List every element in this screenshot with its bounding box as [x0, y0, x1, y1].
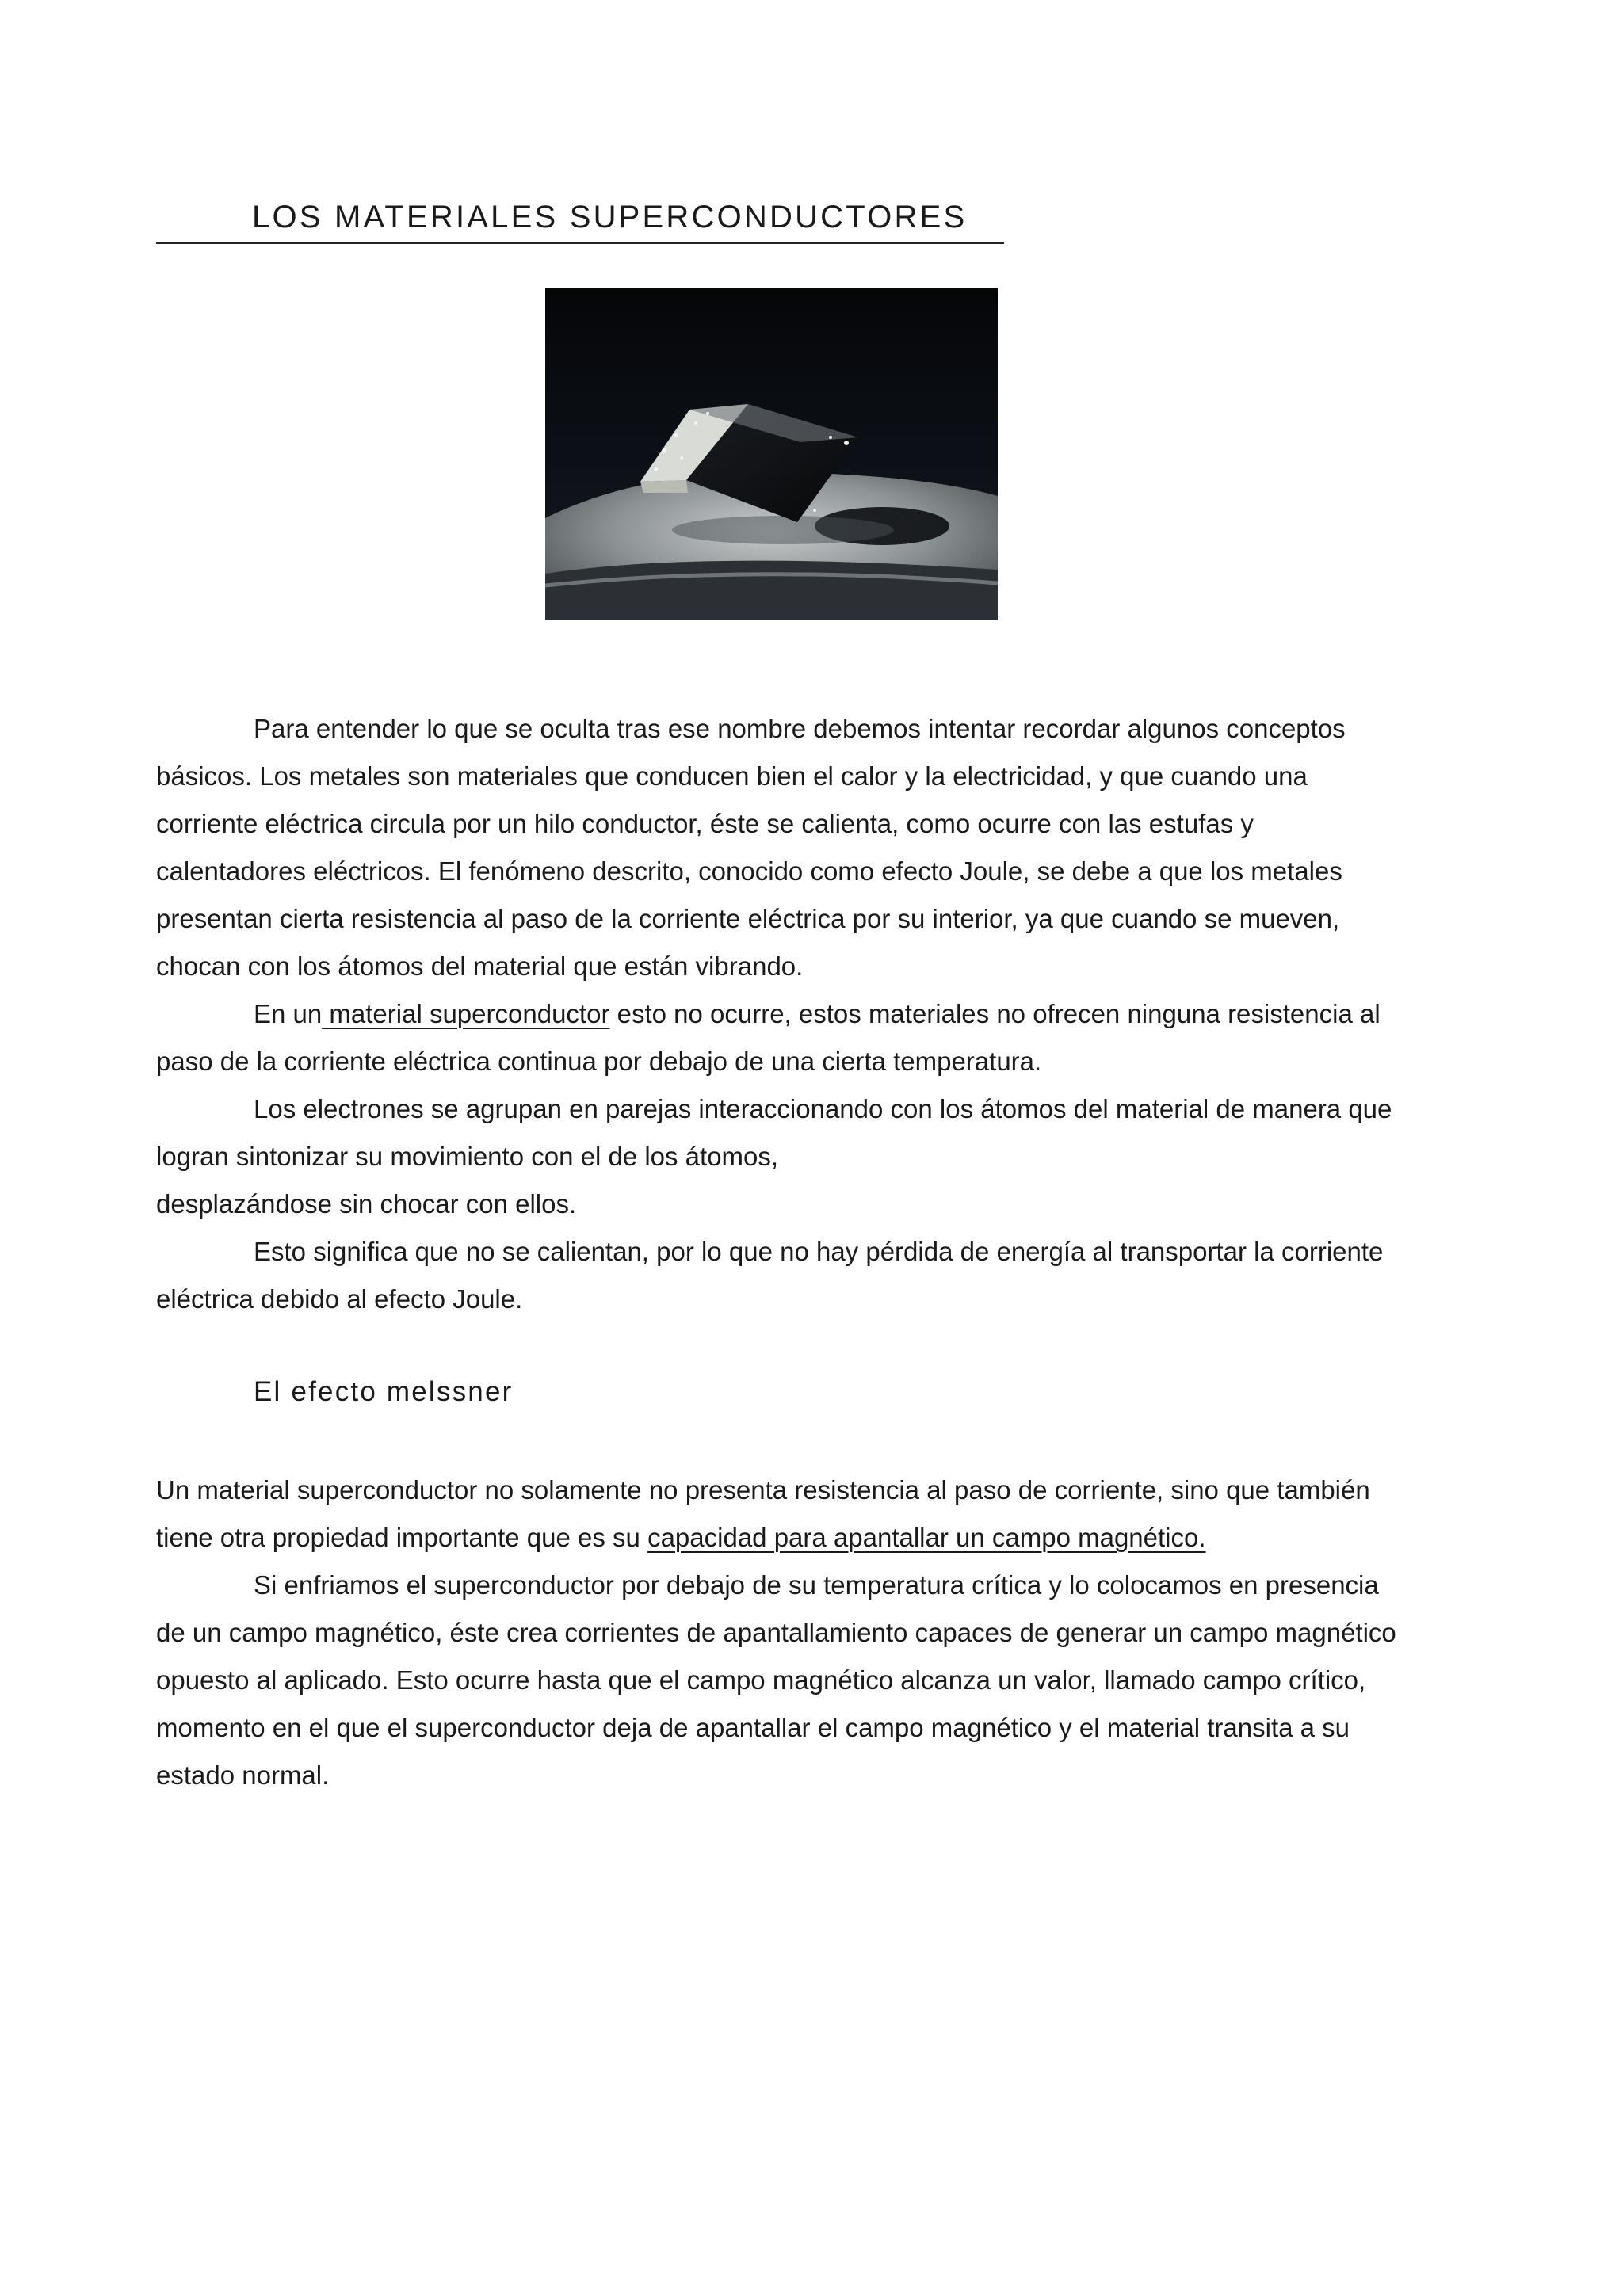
intro-line: Para entender lo que se oculta tras ese nombre debemos intentar recordar algunos conceptos — [254, 714, 1346, 743]
meissner-line: opuesto al aplicado. Esto ocurre hasta que el campo magnético alcanza un valor, llamado campo crítico, — [156, 1665, 1366, 1695]
paragraph-text: tiene otra propiedad importante que es su — [156, 1523, 648, 1552]
paragraph-text: esto no ocurre, estos materiales no ofrecen ninguna resistencia al — [609, 999, 1381, 1028]
energy-line: eléctrica debido al efecto Joule. — [156, 1284, 523, 1314]
meissner-line: de un campo magnético, éste crea corrientes de apantallamiento capaces de generar un campo magnético — [156, 1618, 1396, 1647]
intro-line: calentadores eléctricos. El fenómeno descrito, conocido como efecto Joule, se debe a que los metales — [156, 856, 1342, 886]
intro-line: presentan cierta resistencia al paso de la corriente eléctrica por su interior, ya que cuando se mueven, — [156, 904, 1340, 933]
paragraph-text: En un — [254, 999, 323, 1028]
meissner-line: Si enfriamos el superconductor por debajo de su temperatura crítica y lo colocamos en presencia — [254, 1570, 1379, 1600]
magnetic-screening-link[interactable]: capacidad para apantallar un campo magnético. — [647, 1523, 1206, 1552]
intro-line: básicos. Los metales son materiales que conducen bien el calor y la electricidad, y que cuando una — [156, 761, 1308, 791]
levitating-superconductor-photo — [545, 288, 998, 620]
meissner-line: momento en el que el superconductor deja de apantallar el campo magnético y el material transita a su — [156, 1713, 1350, 1742]
superconductor-paragraph — [156, 990, 1381, 1038]
superconductor-link[interactable]: material superconductor — [322, 999, 610, 1028]
intro-line: chocan con los átomos del material que están vibrando. — [156, 952, 804, 981]
intro-line: corriente eléctrica circula por un hilo conductor, éste se calienta, como ocurre con las estufas y — [156, 809, 1254, 838]
energy-line: Esto significa que no se calientan, por lo que no hay pérdida de energía al transportar la corriente — [254, 1237, 1384, 1266]
paragraph-line: paso de la corriente eléctrica continua por debajo de una cierta temperatura. — [156, 1047, 1042, 1076]
page-title: LOS MATERIALES SUPERCONDUCTORES — [252, 200, 968, 235]
electrons-line: Los electrones se agrupan en parejas interaccionando con los átomos del material de manera que — [254, 1094, 1392, 1123]
section-heading: El efecto melssner — [254, 1376, 514, 1407]
meissner-line: estado normal. — [156, 1760, 330, 1790]
meissner-line: Un material superconductor no solamente no presenta resistencia al paso de corriente, sino que también — [156, 1475, 1370, 1505]
electrons-line: logran sintonizar su movimiento con el de los átomos, — [156, 1142, 779, 1171]
meissner-line — [156, 1514, 1206, 1562]
electrons-line: desplazándose sin chocar con ellos. — [156, 1189, 577, 1219]
